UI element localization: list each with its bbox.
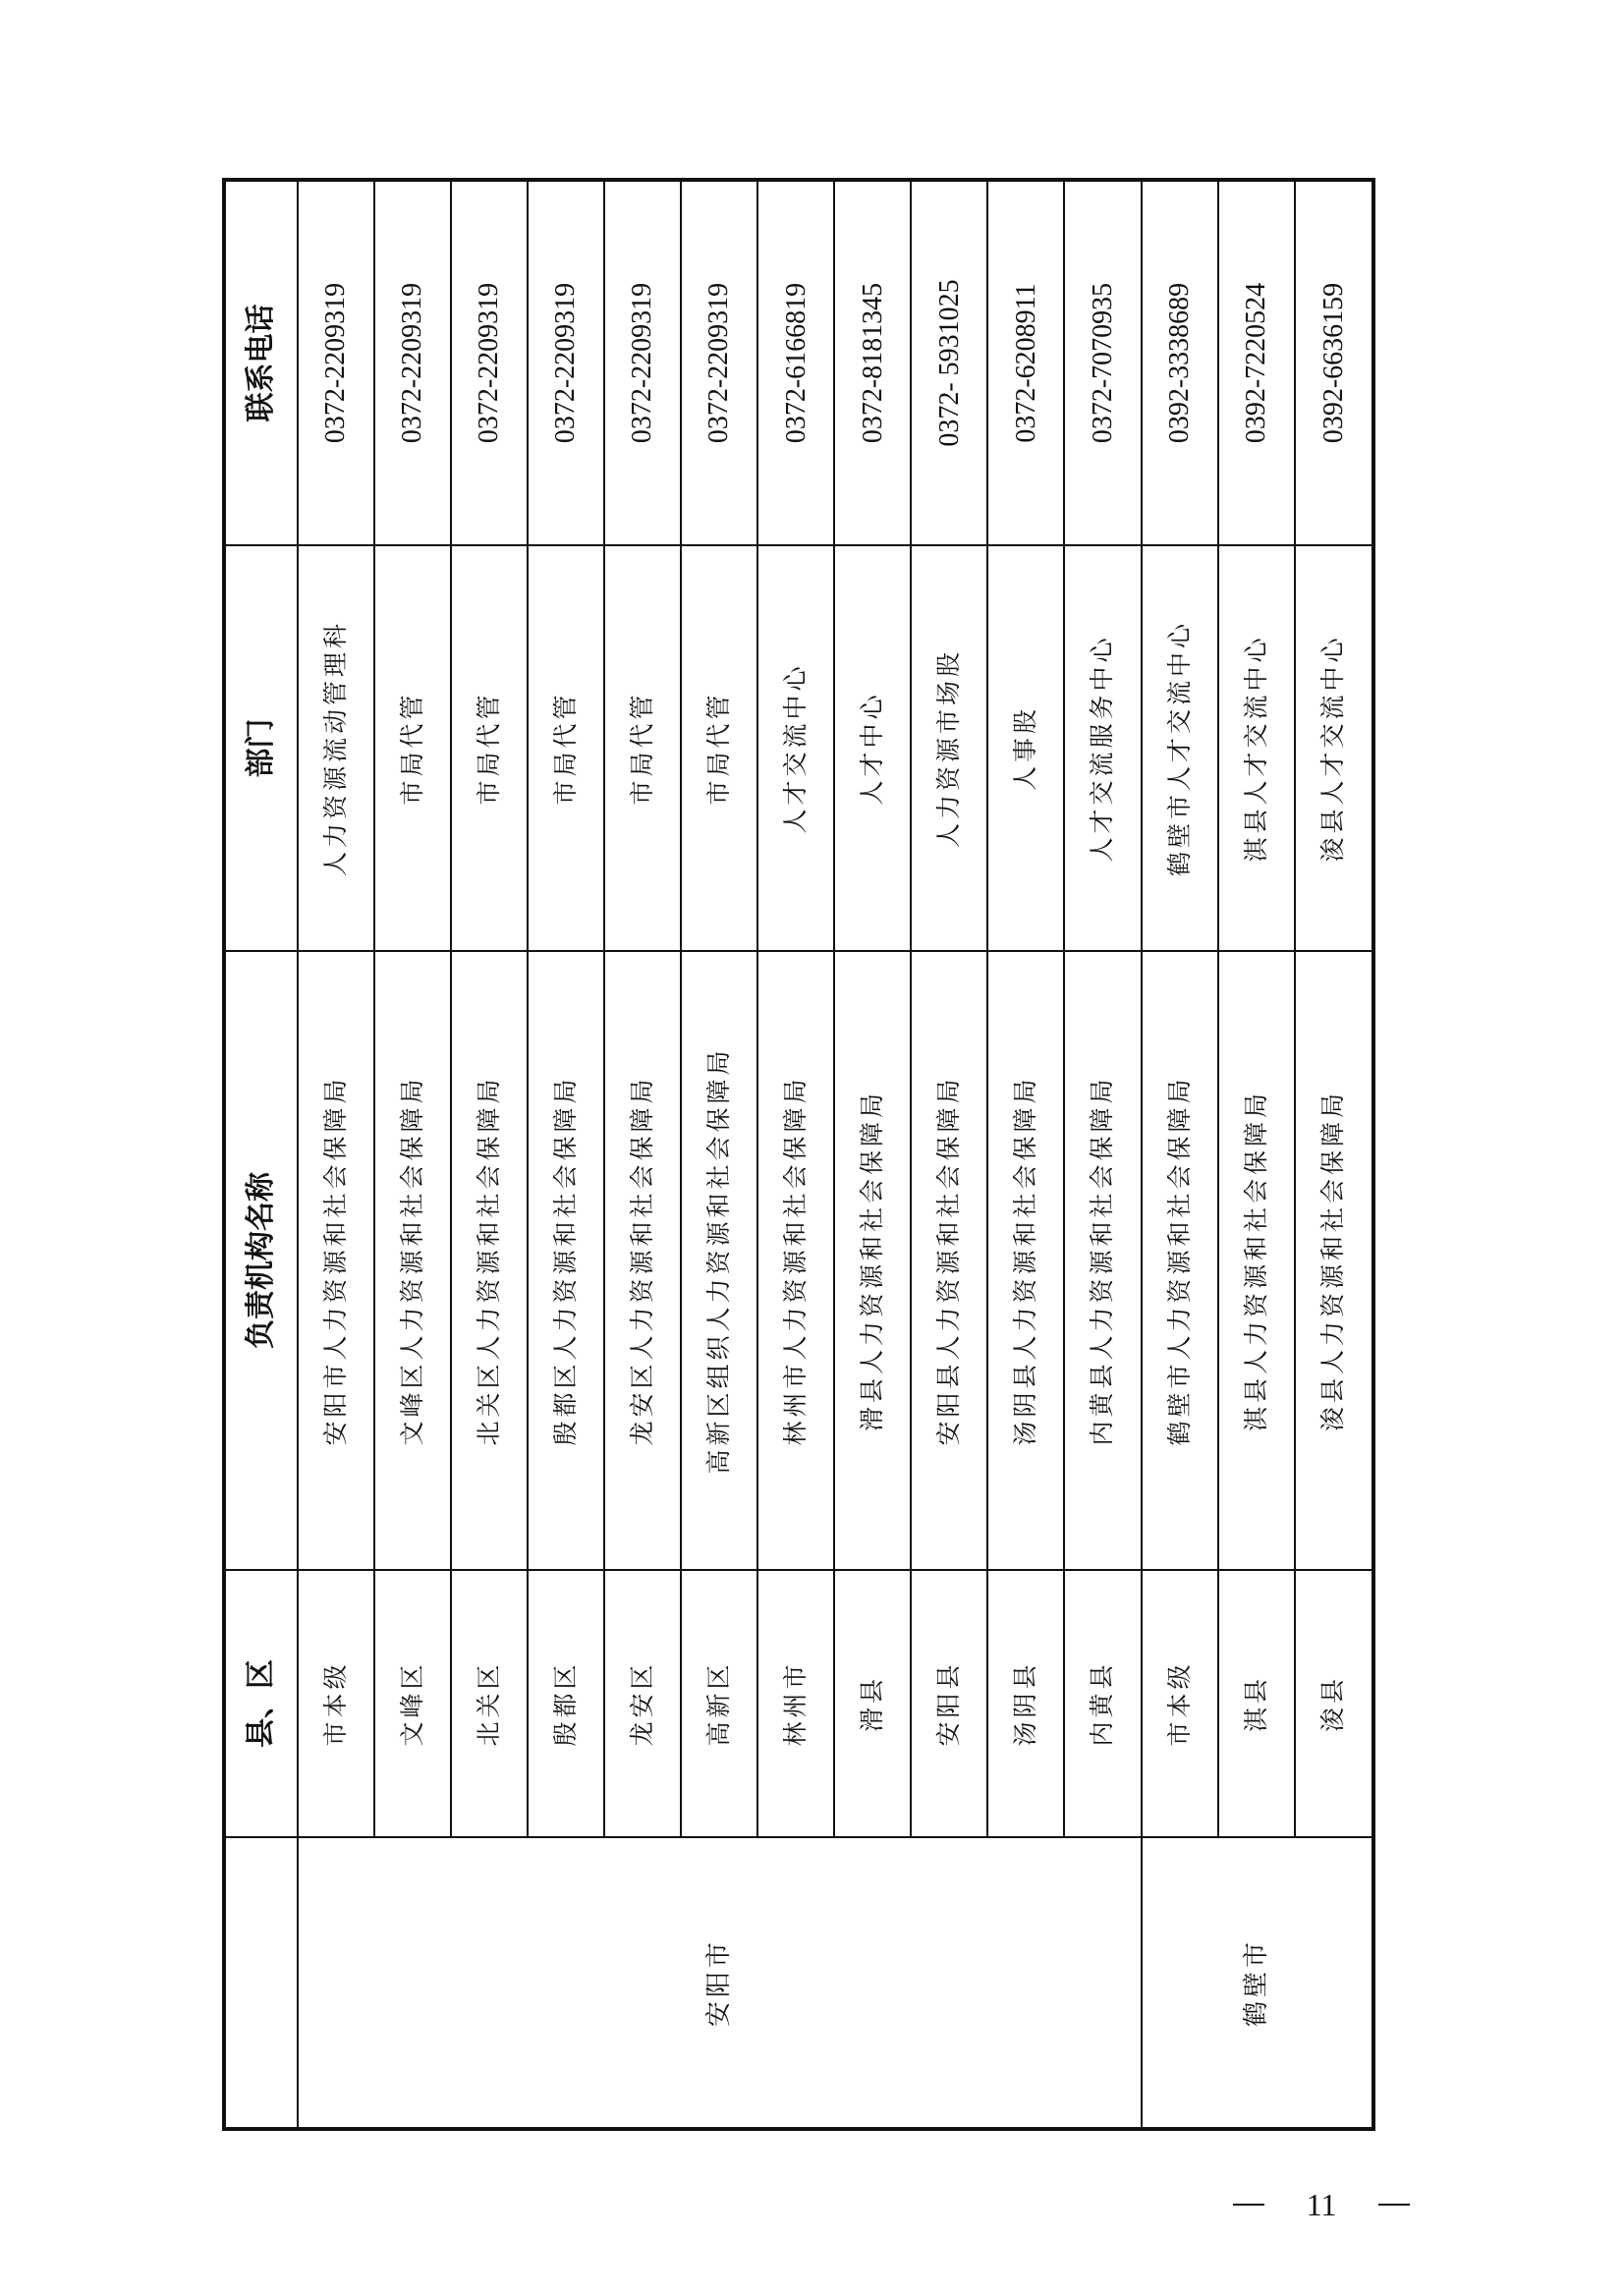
org-cell: 林州市人力资源和社会保障局 — [757, 951, 834, 1570]
tel-cell: 0372-7070935 — [1064, 180, 1141, 545]
tel-cell: 0372-2209319 — [681, 180, 757, 545]
dept-cell: 淇县人才交流中心 — [1218, 545, 1295, 951]
tel-cell: 0372-2209319 — [528, 180, 604, 545]
rotated-table-container — [222, 182, 1375, 2131]
county-cell: 市本级 — [1142, 1570, 1218, 1837]
table-row — [987, 180, 1064, 2129]
county-cell: 北关区 — [451, 1570, 528, 1837]
header-row — [224, 180, 298, 2129]
dept-cell: 人力资源市场股 — [911, 545, 987, 951]
table-row — [911, 180, 987, 2129]
table-row — [528, 180, 604, 2129]
header-county: 县、区 — [224, 1570, 298, 1837]
table-row — [681, 180, 757, 2129]
header-dept: 部门 — [224, 545, 298, 951]
dept-cell: 市局代管 — [681, 545, 757, 951]
org-cell: 汤阴县人力资源和社会保障局 — [987, 951, 1064, 1570]
county-cell: 殷都区 — [528, 1570, 604, 1837]
page-number: 11 — [1306, 2186, 1337, 2222]
county-cell: 文峰区 — [374, 1570, 451, 1837]
dept-cell: 人事股 — [987, 545, 1064, 951]
org-cell: 鹤壁市人力资源和社会保障局 — [1142, 951, 1218, 1570]
table-row — [1142, 180, 1218, 2129]
dept-cell: 市局代管 — [528, 545, 604, 951]
table-row — [374, 180, 451, 2129]
dept-cell: 市局代管 — [604, 545, 681, 951]
dept-cell: 市局代管 — [374, 545, 451, 951]
table-row — [298, 180, 374, 2129]
tel-cell: 0372-6208911 — [987, 180, 1064, 545]
dept-cell: 市局代管 — [451, 545, 528, 951]
table-row — [604, 180, 681, 2129]
tel-cell: 0372-2209319 — [374, 180, 451, 545]
contact-table — [222, 178, 1375, 2131]
org-cell: 殷都区人力资源和社会保障局 — [528, 951, 604, 1570]
header-city — [224, 1837, 298, 2129]
tel-cell: 0392-6636159 — [1295, 180, 1373, 545]
table-row — [1064, 180, 1141, 2129]
org-cell: 高新区组织人力资源和社会保障局 — [681, 951, 757, 1570]
tel-cell: 0392-7220524 — [1218, 180, 1295, 545]
tel-cell: 0372-2209319 — [604, 180, 681, 545]
tel-cell: 0372-6166819 — [757, 180, 834, 545]
org-cell: 文峰区人力资源和社会保障局 — [374, 951, 451, 1570]
org-cell: 安阳县人力资源和社会保障局 — [911, 951, 987, 1570]
org-cell: 淇县人力资源和社会保障局 — [1218, 951, 1295, 1570]
table-row — [1218, 180, 1295, 2129]
county-cell: 安阳县 — [911, 1570, 987, 1837]
tel-cell: 0372-2209319 — [451, 180, 528, 545]
org-cell: 滑县人力资源和社会保障局 — [834, 951, 911, 1570]
left-dash — [1233, 2204, 1264, 2206]
county-cell: 市本级 — [298, 1570, 374, 1837]
org-cell: 龙安区人力资源和社会保障局 — [604, 951, 681, 1570]
table-row — [757, 180, 834, 2129]
county-cell: 内黄县 — [1064, 1570, 1141, 1837]
city-cell: 安阳市 — [298, 1837, 1142, 2129]
org-cell: 浚县人力资源和社会保障局 — [1295, 951, 1373, 1570]
right-dash — [1378, 2204, 1410, 2206]
page-footer — [1233, 2183, 1410, 2226]
tel-cell: 0372- 5931025 — [911, 180, 987, 545]
header-org: 负责机构名称 — [224, 951, 298, 1570]
tel-cell: 0372-2209319 — [298, 180, 374, 545]
dept-cell: 鹤壁市人才交流中心 — [1142, 545, 1218, 951]
table-row — [834, 180, 911, 2129]
table-row — [451, 180, 528, 2129]
header-tel: 联系电话 — [224, 180, 298, 545]
county-cell: 浚县 — [1295, 1570, 1373, 1837]
county-cell: 淇县 — [1218, 1570, 1295, 1837]
county-cell: 林州市 — [757, 1570, 834, 1837]
dept-cell: 人才交流中心 — [757, 545, 834, 951]
org-cell: 内黄县人力资源和社会保障局 — [1064, 951, 1141, 1570]
dept-cell: 人才中心 — [834, 545, 911, 951]
county-cell: 汤阴县 — [987, 1570, 1064, 1837]
table-row — [1295, 180, 1373, 2129]
city-cell: 鹤壁市 — [1142, 1837, 1373, 2129]
org-cell: 安阳市人力资源和社会保障局 — [298, 951, 374, 1570]
county-cell: 龙安区 — [604, 1570, 681, 1837]
dept-cell: 浚县人才交流中心 — [1295, 545, 1373, 951]
dept-cell: 人才交流服务中心 — [1064, 545, 1141, 951]
county-cell: 滑县 — [834, 1570, 911, 1837]
dept-cell: 人力资源流动管理科 — [298, 545, 374, 951]
org-cell: 北关区人力资源和社会保障局 — [451, 951, 528, 1570]
county-cell: 高新区 — [681, 1570, 757, 1837]
tel-cell: 0392-3338689 — [1142, 180, 1218, 545]
tel-cell: 0372-8181345 — [834, 180, 911, 545]
